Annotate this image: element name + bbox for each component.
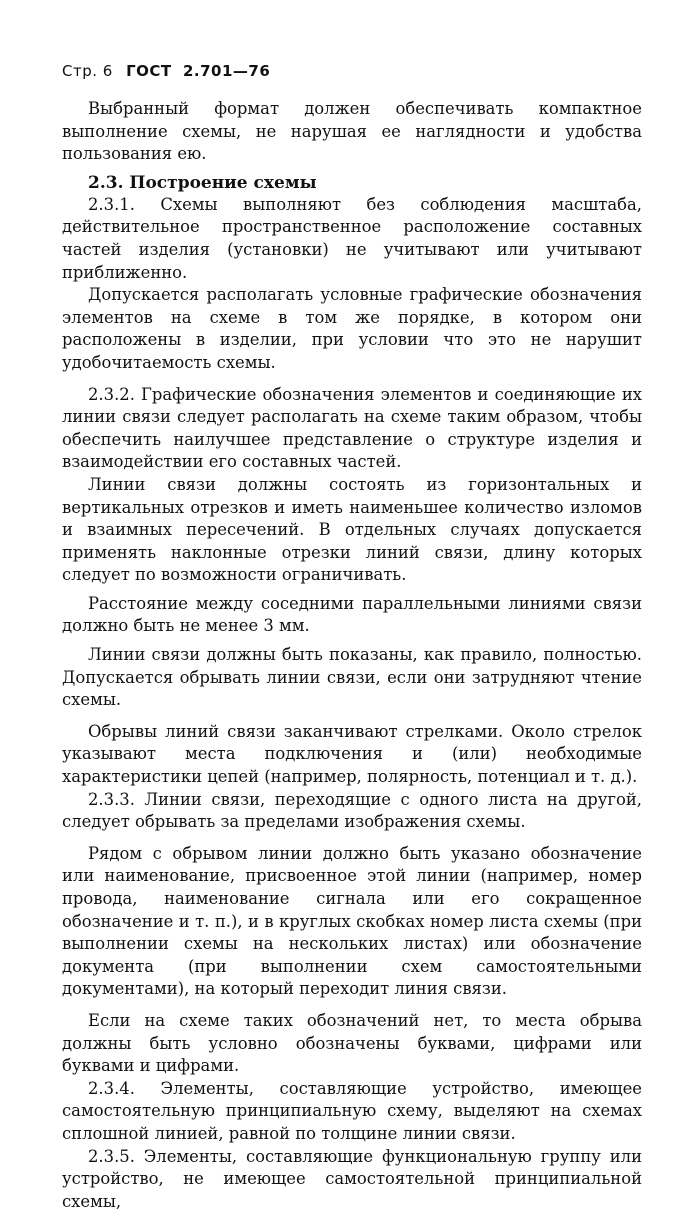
paragraph: 2.3.4. Элементы, составляющие устройство, имеющее самостоятельную принципиальную схему, выделяют на схемах сплошной линией, равной по толщине линии связи. xyxy=(62,1078,642,1143)
paragraph: Расстояние между соседними параллельными линиями связи должно быть не менее 3 мм. xyxy=(62,593,642,636)
paragraph: 2.3.1. Схемы выполняют без соблюдения масштаба, действительное пространственное расположение составных частей изделия (установки) не учитывают или учитывают приближенно. xyxy=(62,194,642,282)
paragraph: Рядом с обрывом линии должно быть указано обозначение или наименование, присвоенное этой линии (например, номер провода, наименование сигнала или его сокращенное обозначение и т. п.), и в круглых скобках номер листа схемы (при выполнении схемы на нескольких листах) или обозначение документа (при выполнении схем самостоятельными документами), на который переходит линия связи. xyxy=(62,843,642,999)
standard-label: ГОСТ xyxy=(126,62,172,80)
paragraph: 2.3.5. Элементы, составляющие функциональную группу или устройство, не имеющее самостоятельной принципиальной схемы, xyxy=(62,1146,642,1211)
paragraph: Выбранный формат должен обеспечивать компактное выполнение схемы, не нарушая ее наглядности и удобства пользования ею. xyxy=(62,99,642,164)
paragraph: Обрывы линий связи заканчивают стрелками. Около стрелок указывают места подключения и (или) необходимые характеристики цепей (например, полярность, потенциал и т. д.). xyxy=(62,721,642,787)
paragraph: Если на схеме таких обозначений нет, то места обрыва должны быть условно обозначены буквами, цифрами или буквами и цифрами. xyxy=(62,1010,642,1076)
standard-number: 2.701—76 xyxy=(182,62,271,80)
paragraph: Допускается располагать условные графические обозначения элементов на схеме в том же порядке, в котором они расположены в изделии, при условии что это не нарушит удобочитаемость схемы. xyxy=(62,285,642,372)
section-heading: 2.3. Построение схемы xyxy=(88,172,317,193)
paragraph: 2.3.2. Графические обозначения элементов и соединяющие их линии связи следует располагать на схеме таким образом, чтобы обеспечить наилучшее представление о структуре изделия и взаимодействии его составных частей. xyxy=(62,384,642,472)
document-body xyxy=(62,98,642,1213)
paragraph: Линии связи должны состоять из горизонтальных и вертикальных отрезков и иметь наименьшее количество изломов и взаимных пересечений. В отдельных случаях допускается применять наклонные отрезки линий связи, длину которых следует по возможности ограничивать. xyxy=(62,474,642,585)
paragraph: 2.3.3. Линии связи, переходящие с одного листа на другой, следует обрывать за пределами изображения схемы. xyxy=(62,789,642,832)
page-header xyxy=(62,62,270,80)
page-number: Стр. 6 xyxy=(62,62,113,80)
paragraph: Линии связи должны быть показаны, как правило, полностью. Допускается обрывать линии связи, если они затрудняют чтение схемы. xyxy=(62,645,642,710)
